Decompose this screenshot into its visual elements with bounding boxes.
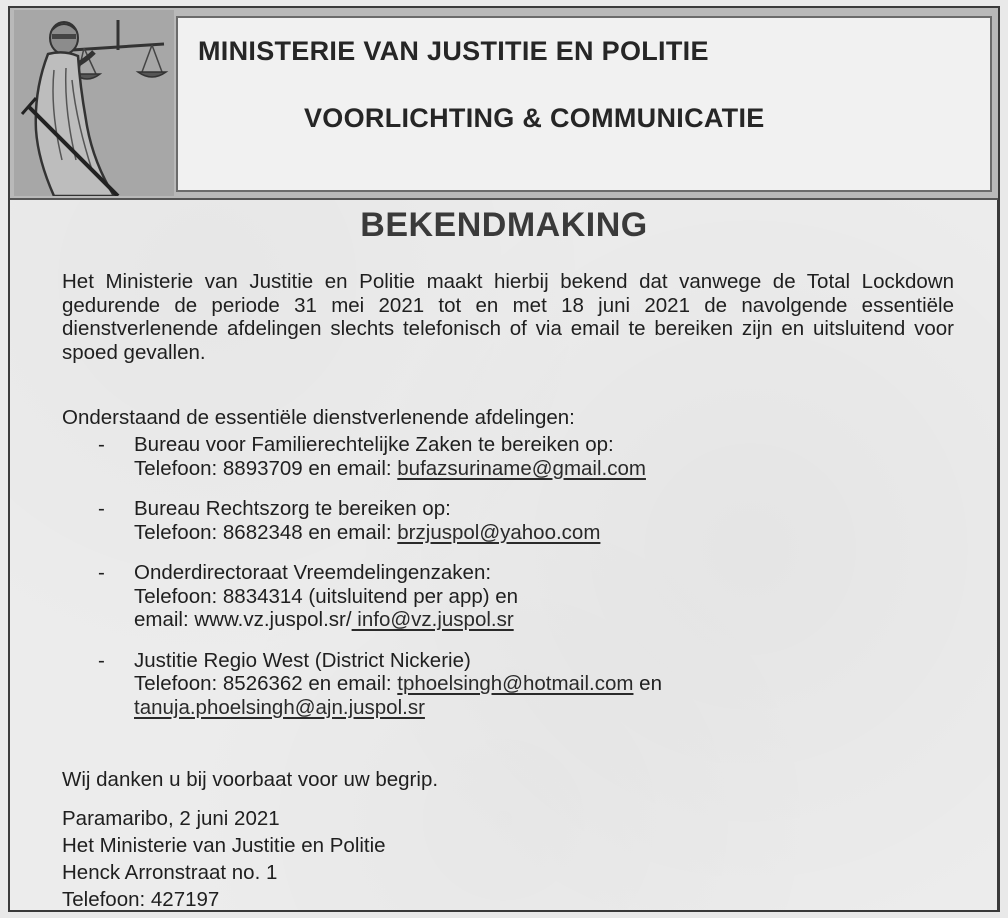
- list-intro: Onderstaand de essentiële dienstverlenende afdelingen:: [62, 406, 575, 429]
- announcement-page: [8, 6, 1000, 912]
- thanks-line: Wij danken u bij voorbaat voor uw begrip.: [62, 768, 439, 791]
- list-item: [98, 649, 938, 720]
- contact-suffix: en: [633, 672, 662, 695]
- bullet-dash: -: [98, 561, 105, 584]
- headline: BEKENDMAKING: [360, 206, 648, 244]
- list-item: [98, 497, 938, 544]
- email-link[interactable]: bufazsuriname@gmail.com: [397, 456, 646, 480]
- organization-name: MINISTERIE VAN JUSTITIE EN POLITIE: [198, 36, 709, 66]
- ministry-name: Het Ministerie van Justitie en Politie: [62, 834, 386, 857]
- bullet-dash: -: [98, 497, 105, 520]
- department-name: Justitie Regio West (District Nickerie): [134, 648, 471, 672]
- department-list: [98, 433, 938, 736]
- signature-block: [62, 805, 954, 913]
- contact-prefix: Telefoon: 8682348 en email:: [134, 520, 398, 544]
- intro-paragraph: Het Ministerie van Justitie en Politie maakt hierbij bekend dat vanwege de Total Lockdown gedurende de periode 31 mei 2021 tot en met 18 juni 2021 de navolgende essentiële dienstverlenende afdelingen slechts telefonisch of via email te bereiken zijn en uitsluitend voor spoed gevallen.: [62, 270, 954, 364]
- department-name: Bureau voor Familierechtelijke Zaken te bereiken op:: [134, 433, 614, 456]
- address: Henck Arronstraat no. 1: [62, 861, 278, 884]
- department-name: Bureau Rechtszorg te bereiken op:: [134, 497, 451, 520]
- header-title-box: [176, 16, 992, 192]
- email-link[interactable]: tphoelsingh@hotmail.com: [397, 672, 634, 695]
- phone-line: Telefoon: 8834314 (uitsluitend per app) en: [134, 584, 519, 608]
- list-item: [98, 433, 938, 480]
- phone: Telefoon: 427197: [62, 888, 220, 911]
- contact-prefix: email: www.vz.juspol.sr/: [134, 608, 352, 631]
- bullet-dash: -: [98, 433, 105, 456]
- contact-line: [134, 672, 938, 696]
- lady-justice-icon: [14, 10, 174, 196]
- place-date: Paramaribo, 2 juni 2021: [62, 807, 280, 830]
- list-item: [98, 561, 938, 632]
- contact-prefix: Telefoon: 8526362 en email:: [134, 672, 398, 695]
- email-link-2[interactable]: tanuja.phoelsingh@ajn.juspol.sr: [134, 695, 425, 719]
- contact-line-2: [134, 696, 938, 720]
- contact-line: [134, 521, 938, 545]
- contact-prefix: Telefoon: 8893709 en email:: [134, 456, 398, 480]
- email-link[interactable]: brzjuspol@yahoo.com: [397, 520, 601, 544]
- contact-line: [134, 608, 938, 632]
- contact-line: [134, 457, 938, 481]
- department-name: VOORLICHTING & COMMUNICATIE: [304, 103, 765, 133]
- email-link[interactable]: info@vz.juspol.sr: [351, 608, 514, 631]
- department-name: Onderdirectoraat Vreemdelingenzaken:: [134, 561, 492, 584]
- header: [10, 8, 998, 200]
- bullet-dash: -: [98, 648, 105, 672]
